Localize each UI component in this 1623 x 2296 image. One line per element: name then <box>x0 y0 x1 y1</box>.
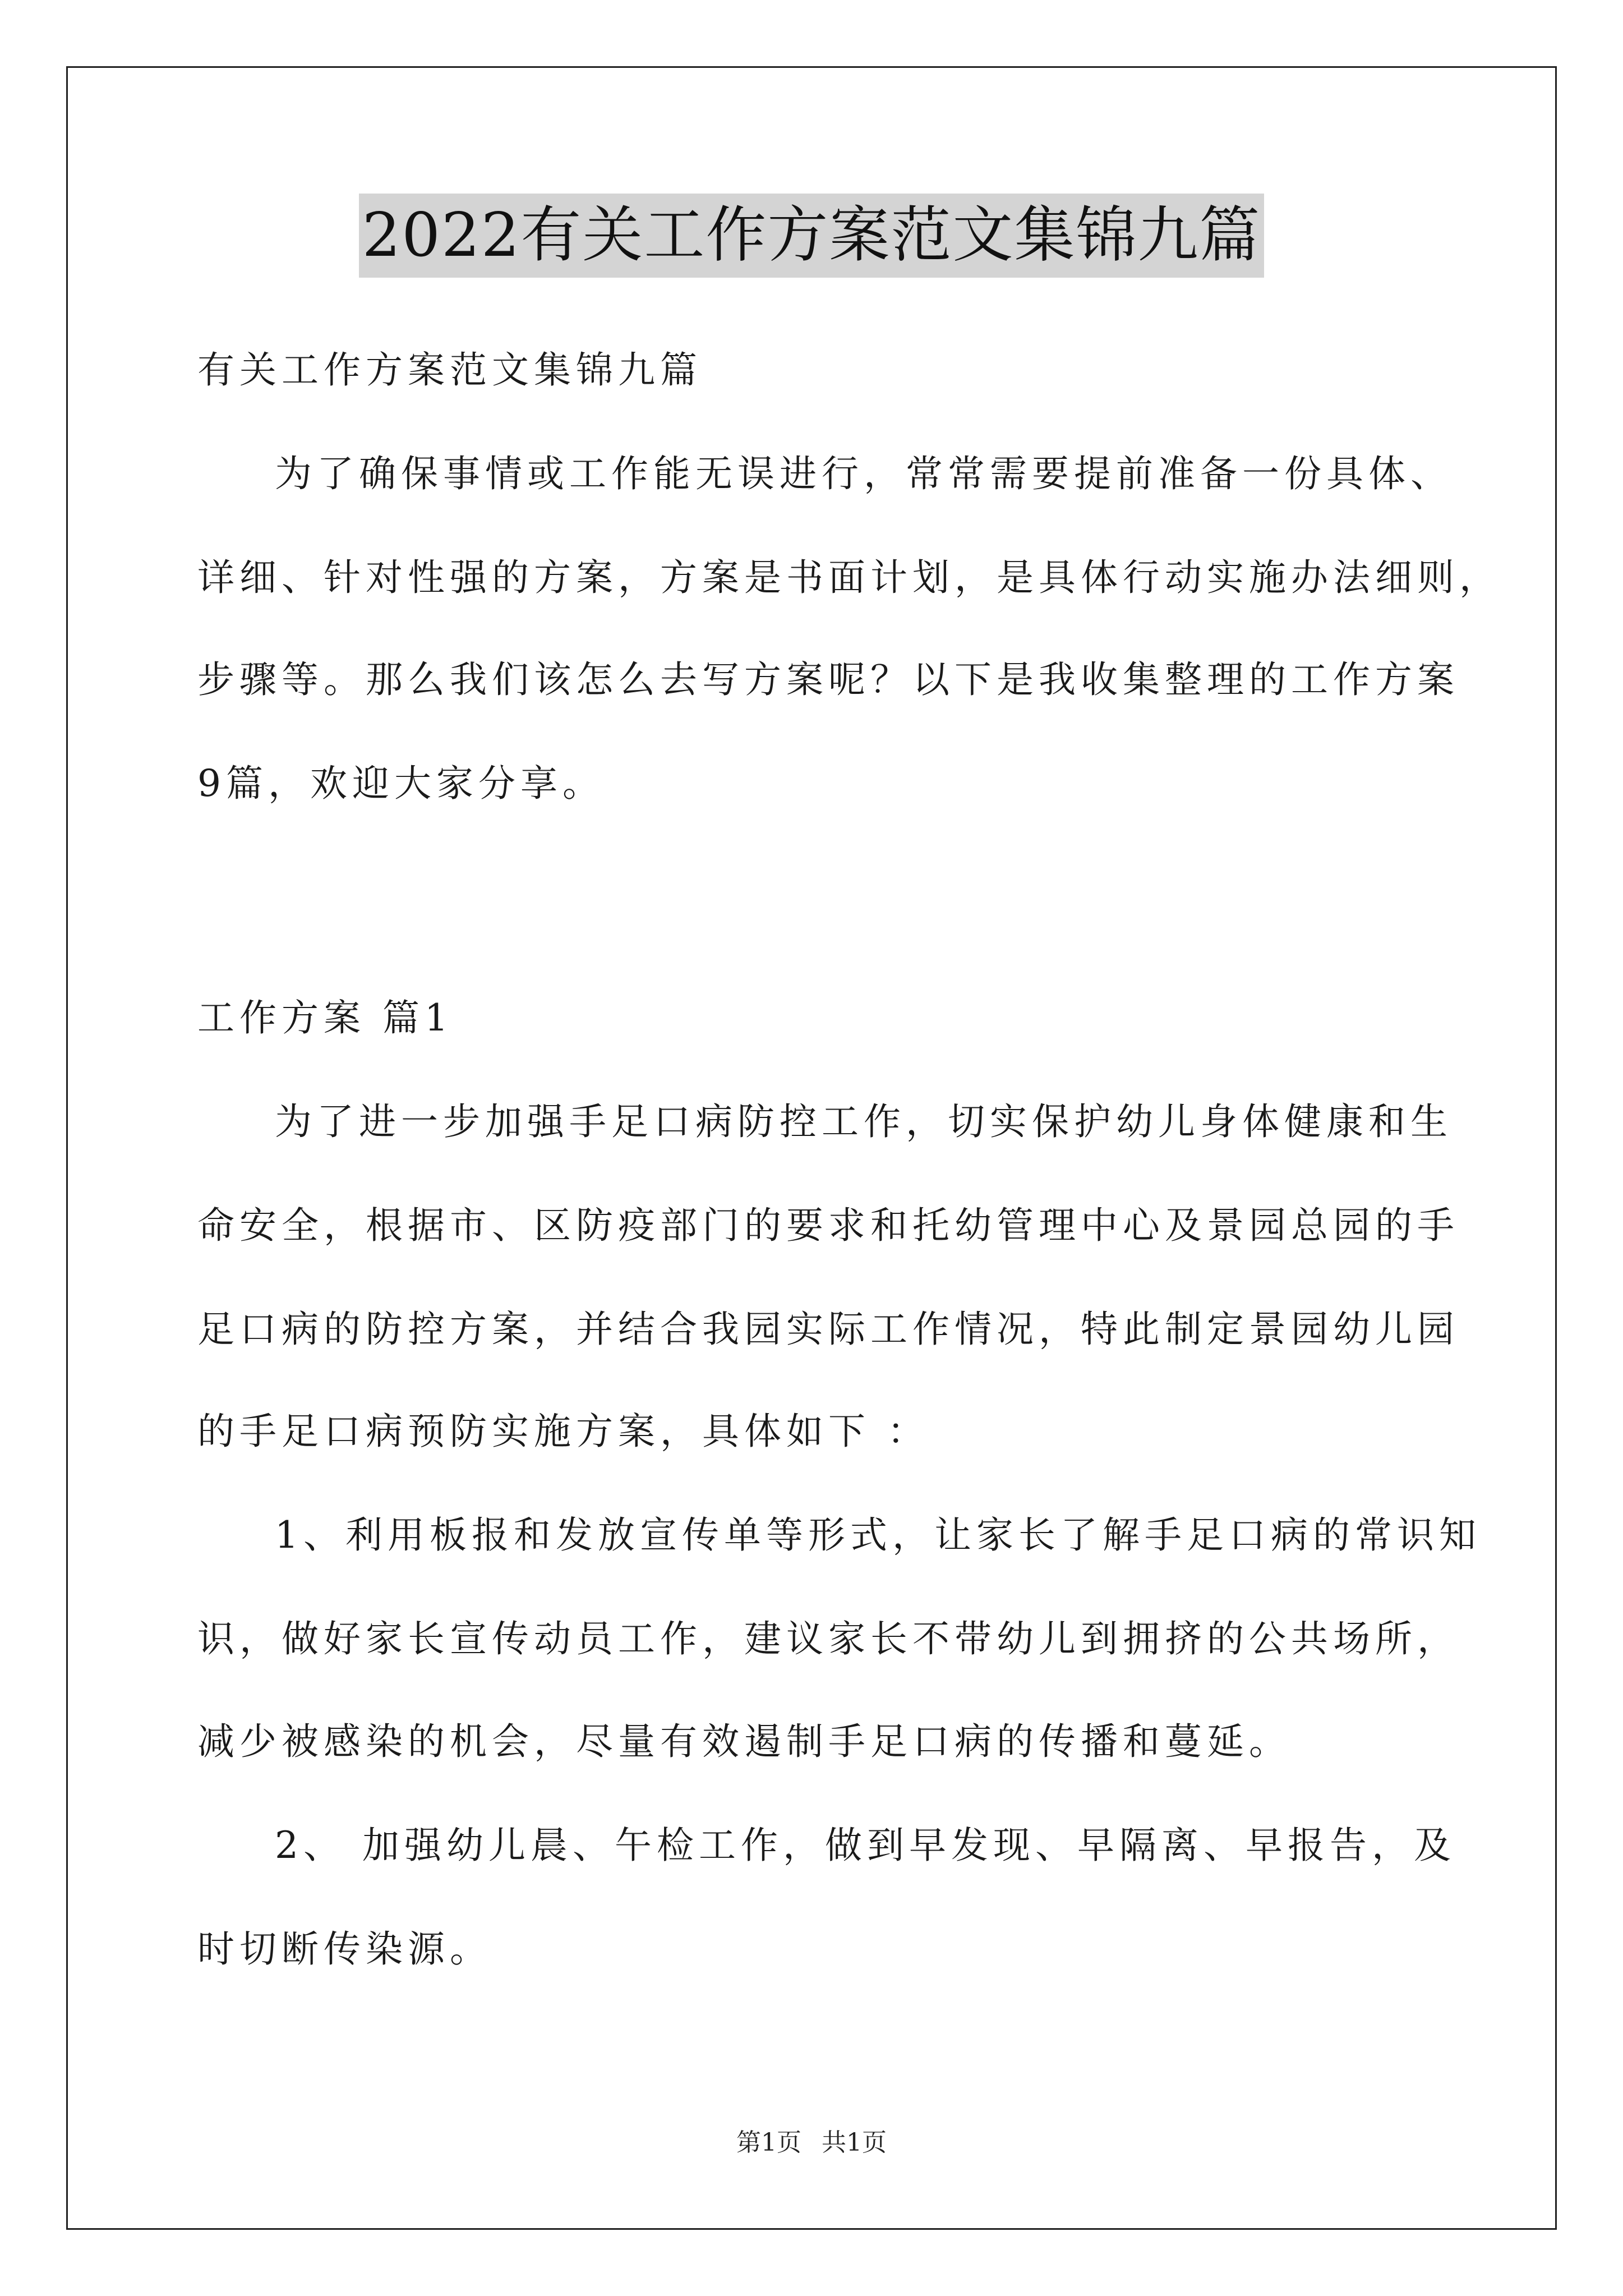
section-line: 为了进一步加强手足口病防控工作，切实保护幼儿身体健康和生 <box>275 1100 1453 1143</box>
section-line: 1、利用板报和发放宣传单等形式，让家长了解手足口病的常识知 <box>275 1513 1481 1557</box>
page-total: 共1页 <box>822 2128 887 2157</box>
section-line: 识，做好家长宣传动员工作，建议家长不带幼儿到拥挤的公共场所， <box>197 1617 1459 1660</box>
document-subtitle: 有关工作方案范文集锦九篇 <box>197 348 702 392</box>
intro-line: 详细、针对性强的方案，方案是书面计划，是具体行动实施办法细则， <box>197 556 1501 599</box>
document-title: 2022有关工作方案范文集锦九篇 <box>359 194 1265 278</box>
title-container <box>0 194 1623 278</box>
page-number: 第1页 <box>736 2128 801 2157</box>
intro-line: 9篇，欢迎大家分享。 <box>197 762 605 805</box>
section-line: 命安全，根据市、区防疫部门的要求和托幼管理中心及景园总园的手 <box>197 1204 1459 1247</box>
section-line: 减少被感染的机会，尽量有效遏制手足口病的传播和蔓延。 <box>197 1720 1291 1763</box>
intro-line: 为了确保事情或工作能无误进行，常常需要提前准备一份具体、 <box>275 452 1453 495</box>
section-line: 足口病的防控方案，并结合我园实际工作情况，特此制定景园幼儿园 <box>197 1308 1459 1351</box>
section-line: 的手足口病预防实施方案，具体如下 ： <box>197 1410 929 1453</box>
section-heading: 工作方案 篇1 <box>197 996 453 1039</box>
section-line: 2、 加强幼儿晨、午检工作，做到早发现、早隔离、早报告，及 <box>275 1824 1456 1867</box>
intro-line: 步骤等。那么我们该怎么去写方案呢？以下是我收集整理的工作方案 <box>197 658 1459 701</box>
page-footer <box>0 2126 1623 2160</box>
section-line: 时切断传染源。 <box>197 1927 492 1971</box>
